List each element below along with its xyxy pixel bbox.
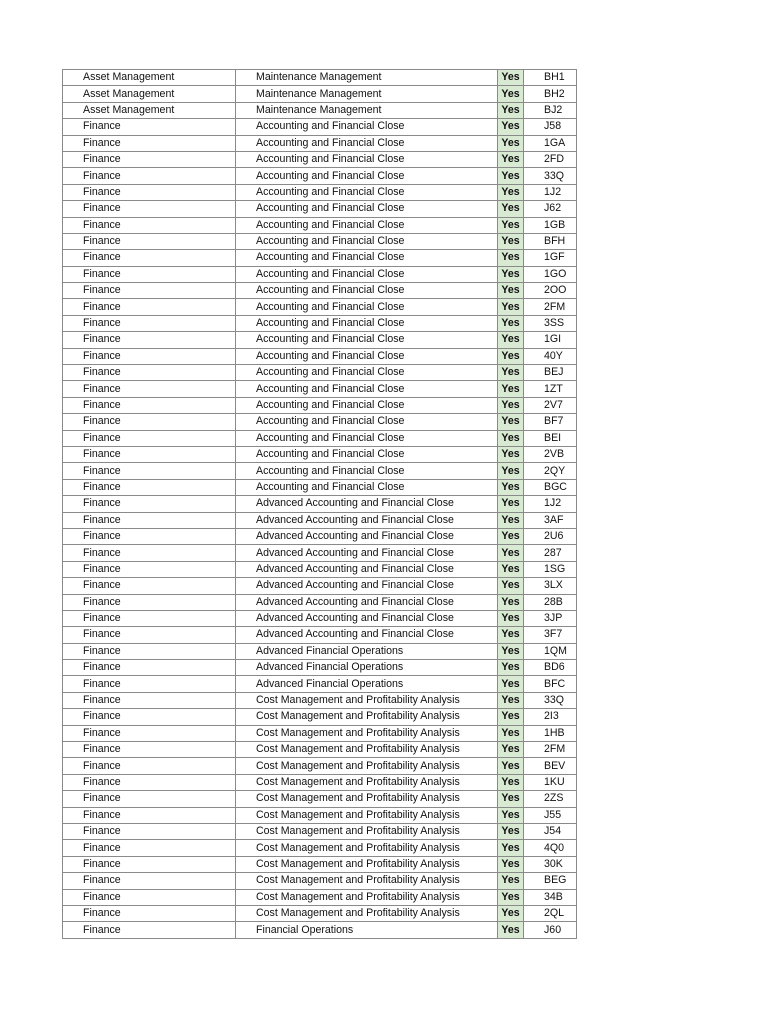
scope-code-cell: J60 — [524, 922, 577, 938]
process-area-cell: Maintenance Management — [236, 102, 498, 118]
process-area-cell: Cost Management and Profitability Analysis — [236, 725, 498, 741]
flag-cell: Yes — [498, 299, 524, 315]
table-row — [63, 856, 577, 872]
flag-cell: Yes — [498, 610, 524, 626]
business-unit-cell: Finance — [63, 791, 236, 807]
business-unit-cell: Finance — [63, 512, 236, 528]
process-area-cell: Accounting and Financial Close — [236, 233, 498, 249]
scope-code-cell: 2FM — [524, 299, 577, 315]
business-unit-cell: Finance — [63, 446, 236, 462]
flag-cell: Yes — [498, 184, 524, 200]
business-unit-cell: Finance — [63, 151, 236, 167]
table-row — [63, 315, 577, 331]
flag-cell: Yes — [498, 807, 524, 823]
table-row — [63, 578, 577, 594]
flag-cell: Yes — [498, 643, 524, 659]
scope-code-cell: 2FD — [524, 151, 577, 167]
flag-cell: Yes — [498, 381, 524, 397]
table-row — [63, 348, 577, 364]
scope-code-cell: 1J2 — [524, 184, 577, 200]
flag-cell: Yes — [498, 102, 524, 118]
business-unit-cell: Finance — [63, 201, 236, 217]
flag-cell: Yes — [498, 70, 524, 86]
business-unit-cell: Finance — [63, 660, 236, 676]
process-area-cell: Financial Operations — [236, 922, 498, 938]
process-area-cell: Cost Management and Profitability Analysis — [236, 774, 498, 790]
business-unit-cell: Asset Management — [63, 70, 236, 86]
table-row — [63, 463, 577, 479]
business-unit-cell: Finance — [63, 676, 236, 692]
table-row — [63, 135, 577, 151]
scope-code-cell: J62 — [524, 201, 577, 217]
process-area-cell: Accounting and Financial Close — [236, 119, 498, 135]
scope-code-cell: 287 — [524, 545, 577, 561]
table-row — [63, 332, 577, 348]
process-area-cell: Cost Management and Profitability Analysis — [236, 758, 498, 774]
flag-cell: Yes — [498, 332, 524, 348]
business-unit-cell: Finance — [63, 840, 236, 856]
table-row — [63, 119, 577, 135]
business-unit-cell: Finance — [63, 496, 236, 512]
table-row — [63, 414, 577, 430]
flag-cell: Yes — [498, 627, 524, 643]
table-row — [63, 660, 577, 676]
scope-code-cell: J54 — [524, 823, 577, 839]
business-unit-cell: Finance — [63, 823, 236, 839]
business-unit-cell: Finance — [63, 119, 236, 135]
process-area-cell: Accounting and Financial Close — [236, 299, 498, 315]
flag-cell: Yes — [498, 283, 524, 299]
table-row — [63, 250, 577, 266]
flag-cell: Yes — [498, 250, 524, 266]
flag-cell: Yes — [498, 430, 524, 446]
flag-cell: Yes — [498, 561, 524, 577]
scope-code-cell: 2OO — [524, 283, 577, 299]
process-area-cell: Advanced Financial Operations — [236, 643, 498, 659]
table-row — [63, 397, 577, 413]
scope-code-cell: 4Q0 — [524, 840, 577, 856]
scope-code-cell: 30K — [524, 856, 577, 872]
flag-cell: Yes — [498, 742, 524, 758]
business-unit-cell: Finance — [63, 774, 236, 790]
scope-code-cell: 2U6 — [524, 528, 577, 544]
process-area-cell: Accounting and Financial Close — [236, 430, 498, 446]
business-unit-cell: Finance — [63, 266, 236, 282]
scope-code-cell: 1GB — [524, 217, 577, 233]
scope-code-cell: BEJ — [524, 365, 577, 381]
table-row — [63, 365, 577, 381]
table-row — [63, 217, 577, 233]
flag-cell: Yes — [498, 528, 524, 544]
business-unit-cell: Finance — [63, 873, 236, 889]
business-unit-cell: Asset Management — [63, 102, 236, 118]
business-unit-cell: Finance — [63, 545, 236, 561]
process-area-cell: Advanced Accounting and Financial Close — [236, 545, 498, 561]
scope-code-cell: BD6 — [524, 660, 577, 676]
business-unit-cell: Finance — [63, 332, 236, 348]
flag-cell: Yes — [498, 692, 524, 708]
scope-code-cell: 3JP — [524, 610, 577, 626]
scope-code-cell: J58 — [524, 119, 577, 135]
process-area-cell: Accounting and Financial Close — [236, 348, 498, 364]
process-area-cell: Accounting and Financial Close — [236, 414, 498, 430]
flag-cell: Yes — [498, 856, 524, 872]
business-unit-cell: Finance — [63, 299, 236, 315]
scope-code-cell: 2VB — [524, 446, 577, 462]
business-unit-cell: Asset Management — [63, 86, 236, 102]
process-area-cell: Cost Management and Profitability Analysis — [236, 840, 498, 856]
flag-cell: Yes — [498, 578, 524, 594]
process-area-cell: Accounting and Financial Close — [236, 446, 498, 462]
table-row — [63, 168, 577, 184]
process-area-cell: Accounting and Financial Close — [236, 479, 498, 495]
flag-cell: Yes — [498, 365, 524, 381]
table-row — [63, 610, 577, 626]
scope-code-cell: 3AF — [524, 512, 577, 528]
business-unit-cell: Finance — [63, 135, 236, 151]
scope-code-cell: BFC — [524, 676, 577, 692]
business-unit-cell: Finance — [63, 807, 236, 823]
process-area-cell: Accounting and Financial Close — [236, 250, 498, 266]
process-area-cell: Maintenance Management — [236, 86, 498, 102]
business-unit-cell: Finance — [63, 594, 236, 610]
scope-code-cell: 2I3 — [524, 709, 577, 725]
scope-code-cell: 2FM — [524, 742, 577, 758]
scope-code-cell: 1KU — [524, 774, 577, 790]
table-row — [63, 266, 577, 282]
table-row — [63, 905, 577, 921]
table-row — [63, 758, 577, 774]
process-area-cell: Cost Management and Profitability Analysis — [236, 905, 498, 921]
business-unit-cell: Finance — [63, 643, 236, 659]
flag-cell: Yes — [498, 135, 524, 151]
process-area-cell: Accounting and Financial Close — [236, 184, 498, 200]
table-row — [63, 184, 577, 200]
flag-cell: Yes — [498, 823, 524, 839]
table-row — [63, 922, 577, 938]
table-row — [63, 594, 577, 610]
flag-cell: Yes — [498, 594, 524, 610]
table-row — [63, 86, 577, 102]
flag-cell: Yes — [498, 758, 524, 774]
process-area-cell: Cost Management and Profitability Analysis — [236, 692, 498, 708]
scope-code-cell: BF7 — [524, 414, 577, 430]
table-row — [63, 791, 577, 807]
business-unit-cell: Finance — [63, 365, 236, 381]
flag-cell: Yes — [498, 414, 524, 430]
flag-cell: Yes — [498, 217, 524, 233]
scope-code-cell: J55 — [524, 807, 577, 823]
business-unit-cell: Finance — [63, 184, 236, 200]
process-area-cell: Accounting and Financial Close — [236, 397, 498, 413]
business-unit-cell: Finance — [63, 758, 236, 774]
scope-code-cell: 3SS — [524, 315, 577, 331]
process-area-cell: Cost Management and Profitability Analysis — [236, 791, 498, 807]
flag-cell: Yes — [498, 397, 524, 413]
business-unit-cell: Finance — [63, 856, 236, 872]
scope-code-cell: 40Y — [524, 348, 577, 364]
business-unit-cell: Finance — [63, 692, 236, 708]
flag-cell: Yes — [498, 791, 524, 807]
process-area-cell: Advanced Accounting and Financial Close — [236, 528, 498, 544]
table-row — [63, 70, 577, 86]
table-row — [63, 430, 577, 446]
flag-cell: Yes — [498, 660, 524, 676]
table-row — [63, 201, 577, 217]
scope-code-cell: BEI — [524, 430, 577, 446]
process-area-cell: Cost Management and Profitability Analysis — [236, 856, 498, 872]
process-area-cell: Accounting and Financial Close — [236, 381, 498, 397]
process-area-cell: Maintenance Management — [236, 70, 498, 86]
business-unit-cell: Finance — [63, 315, 236, 331]
scope-code-cell: 1ZT — [524, 381, 577, 397]
process-area-cell: Cost Management and Profitability Analysis — [236, 709, 498, 725]
flag-cell: Yes — [498, 119, 524, 135]
business-unit-cell: Finance — [63, 397, 236, 413]
table-row — [63, 283, 577, 299]
table-row — [63, 545, 577, 561]
flag-cell: Yes — [498, 151, 524, 167]
table-row — [63, 561, 577, 577]
process-area-cell: Advanced Accounting and Financial Close — [236, 578, 498, 594]
scope-code-cell: 2QY — [524, 463, 577, 479]
business-unit-cell: Finance — [63, 217, 236, 233]
table-row — [63, 676, 577, 692]
flag-cell: Yes — [498, 545, 524, 561]
process-area-cell: Advanced Accounting and Financial Close — [236, 512, 498, 528]
flag-cell: Yes — [498, 86, 524, 102]
business-unit-cell: Finance — [63, 250, 236, 266]
process-area-cell: Accounting and Financial Close — [236, 365, 498, 381]
flag-cell: Yes — [498, 348, 524, 364]
process-area-cell: Advanced Financial Operations — [236, 676, 498, 692]
business-unit-cell: Finance — [63, 381, 236, 397]
business-unit-cell: Finance — [63, 922, 236, 938]
process-area-cell: Advanced Financial Operations — [236, 660, 498, 676]
table-row — [63, 151, 577, 167]
table-row — [63, 840, 577, 856]
scope-code-cell: BEV — [524, 758, 577, 774]
business-unit-cell: Finance — [63, 889, 236, 905]
business-unit-cell: Finance — [63, 348, 236, 364]
table-row — [63, 479, 577, 495]
business-unit-cell: Finance — [63, 610, 236, 626]
table-row — [63, 873, 577, 889]
business-unit-cell: Finance — [63, 283, 236, 299]
process-area-cell: Cost Management and Profitability Analysis — [236, 807, 498, 823]
flag-cell: Yes — [498, 315, 524, 331]
business-unit-cell: Finance — [63, 233, 236, 249]
process-area-cell: Accounting and Financial Close — [236, 135, 498, 151]
business-unit-cell: Finance — [63, 742, 236, 758]
business-unit-cell: Finance — [63, 414, 236, 430]
process-area-cell: Advanced Accounting and Financial Close — [236, 610, 498, 626]
flag-cell: Yes — [498, 774, 524, 790]
flag-cell: Yes — [498, 725, 524, 741]
table-row — [63, 643, 577, 659]
business-unit-cell: Finance — [63, 430, 236, 446]
process-area-cell: Cost Management and Profitability Analysis — [236, 823, 498, 839]
table-row — [63, 102, 577, 118]
process-area-cell: Advanced Accounting and Financial Close — [236, 594, 498, 610]
flag-cell: Yes — [498, 446, 524, 462]
process-area-cell: Accounting and Financial Close — [236, 217, 498, 233]
scope-code-cell: 1GI — [524, 332, 577, 348]
scope-code-cell: 1J2 — [524, 496, 577, 512]
scope-code-cell: 2QL — [524, 905, 577, 921]
scope-code-cell: 1SG — [524, 561, 577, 577]
scope-code-cell: 1QM — [524, 643, 577, 659]
scope-code-cell: 1HB — [524, 725, 577, 741]
flag-cell: Yes — [498, 463, 524, 479]
process-area-cell: Accounting and Financial Close — [236, 201, 498, 217]
scope-code-cell: 33Q — [524, 692, 577, 708]
flag-cell: Yes — [498, 168, 524, 184]
flag-cell: Yes — [498, 889, 524, 905]
process-area-cell: Advanced Accounting and Financial Close — [236, 627, 498, 643]
scope-code-cell: 1GF — [524, 250, 577, 266]
table-row — [63, 446, 577, 462]
business-unit-cell: Finance — [63, 479, 236, 495]
scope-code-cell: 2V7 — [524, 397, 577, 413]
process-area-cell: Cost Management and Profitability Analysis — [236, 889, 498, 905]
scope-code-cell: BJ2 — [524, 102, 577, 118]
table-body — [63, 70, 577, 939]
table-row — [63, 528, 577, 544]
process-area-cell: Cost Management and Profitability Analysis — [236, 742, 498, 758]
business-unit-cell: Finance — [63, 725, 236, 741]
flag-cell: Yes — [498, 496, 524, 512]
flag-cell: Yes — [498, 266, 524, 282]
business-unit-cell: Finance — [63, 627, 236, 643]
scope-code-cell: 1GA — [524, 135, 577, 151]
table-row — [63, 233, 577, 249]
data-table — [62, 69, 577, 939]
scope-code-cell: 34B — [524, 889, 577, 905]
flag-cell: Yes — [498, 709, 524, 725]
table-row — [63, 627, 577, 643]
business-unit-cell: Finance — [63, 463, 236, 479]
business-unit-cell: Finance — [63, 528, 236, 544]
flag-cell: Yes — [498, 840, 524, 856]
flag-cell: Yes — [498, 905, 524, 921]
table-row — [63, 889, 577, 905]
scope-code-cell: BH2 — [524, 86, 577, 102]
scope-code-cell: 3LX — [524, 578, 577, 594]
table-row — [63, 774, 577, 790]
process-area-cell: Accounting and Financial Close — [236, 151, 498, 167]
flag-cell: Yes — [498, 512, 524, 528]
table-row — [63, 807, 577, 823]
business-unit-cell: Finance — [63, 561, 236, 577]
process-area-cell: Advanced Accounting and Financial Close — [236, 561, 498, 577]
flag-cell: Yes — [498, 873, 524, 889]
process-area-cell: Accounting and Financial Close — [236, 332, 498, 348]
scope-code-cell: BFH — [524, 233, 577, 249]
process-area-cell: Advanced Accounting and Financial Close — [236, 496, 498, 512]
process-area-cell: Accounting and Financial Close — [236, 283, 498, 299]
process-area-cell: Accounting and Financial Close — [236, 463, 498, 479]
table-row — [63, 709, 577, 725]
table-row — [63, 496, 577, 512]
flag-cell: Yes — [498, 676, 524, 692]
process-area-cell: Cost Management and Profitability Analysis — [236, 873, 498, 889]
flag-cell: Yes — [498, 922, 524, 938]
business-unit-cell: Finance — [63, 709, 236, 725]
business-unit-cell: Finance — [63, 905, 236, 921]
table-row — [63, 692, 577, 708]
table-row — [63, 823, 577, 839]
business-unit-cell: Finance — [63, 578, 236, 594]
flag-cell: Yes — [498, 201, 524, 217]
table-row — [63, 725, 577, 741]
process-area-cell: Accounting and Financial Close — [236, 315, 498, 331]
flag-cell: Yes — [498, 479, 524, 495]
scope-code-cell: 2ZS — [524, 791, 577, 807]
table-row — [63, 299, 577, 315]
scope-code-cell: 28B — [524, 594, 577, 610]
process-area-cell: Accounting and Financial Close — [236, 168, 498, 184]
scope-code-cell: BGC — [524, 479, 577, 495]
business-unit-cell: Finance — [63, 168, 236, 184]
table-row — [63, 512, 577, 528]
scope-code-cell: BH1 — [524, 70, 577, 86]
scope-code-cell: BEG — [524, 873, 577, 889]
scope-code-cell: 1GO — [524, 266, 577, 282]
scope-code-cell: 3F7 — [524, 627, 577, 643]
flag-cell: Yes — [498, 233, 524, 249]
scope-code-cell: 33Q — [524, 168, 577, 184]
process-area-cell: Accounting and Financial Close — [236, 266, 498, 282]
table-row — [63, 742, 577, 758]
table-row — [63, 381, 577, 397]
